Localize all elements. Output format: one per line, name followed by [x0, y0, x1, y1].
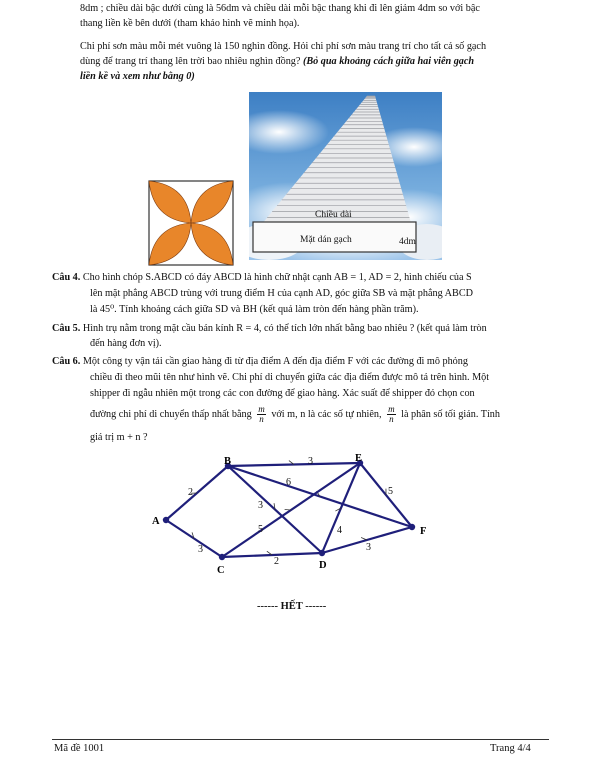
q6-line-4: [90, 405, 500, 424]
node-label-B: B: [224, 456, 232, 467]
node-label-C: C: [217, 565, 225, 576]
q6-line-5: giá trị m + n ?: [90, 432, 148, 443]
q5-line-2: đến hàng đơn vị).: [90, 338, 162, 349]
q6-text-4c: là phân số tối giản. Tính: [401, 408, 500, 420]
q4-number: Câu 4.: [52, 272, 81, 283]
para-line-4-text: dùng để trang trí thang lên trời bao nhiêu nghìn đồng?: [80, 56, 301, 67]
para-line-5: liền kề và xem như bằng 0): [80, 71, 195, 82]
edge-cost-A-C: 3: [198, 544, 203, 555]
q4-line-3: là 45⁰. Tính khoảng cách giữa SD và BH (kết quả làm tròn đến hàng phần trăm).: [90, 304, 419, 315]
fraction-m-n-2: [387, 405, 396, 424]
para-line-2: thang liền kề bên dưới (tham khảo hình vẽ minh họa).: [80, 18, 300, 29]
end-marker: ------ HẾT ------: [257, 601, 327, 612]
node-D: [319, 550, 325, 556]
q6-line-1: [52, 355, 468, 369]
route-graph: [140, 450, 440, 580]
edge-cost-C-E: 5: [258, 524, 263, 535]
node-label-E: E: [355, 453, 363, 464]
q4-line-1: [52, 271, 472, 285]
fraction-m-n: [257, 405, 266, 424]
q6-number: Câu 6.: [52, 356, 81, 367]
edge-cost-B-F: 6: [286, 477, 291, 488]
q5-text-1: Hình trụ nằm trong mặt cầu bán kính R = 4, có thể tích lớn nhất bằng bao nhiêu ? (kết quả làm tròn: [82, 323, 487, 334]
petal-square-figure: [148, 180, 234, 266]
edge-cost-E-F: 5: [388, 486, 393, 497]
q6-line-2: chiều đi theo mũi tên như hình vẽ. Chi phí di chuyển giữa các địa điểm được mô tả trên hình. Một: [90, 372, 490, 383]
q6-text-1: Một công ty vận tải cần giao hàng đi từ địa điểm A đến địa điểm F với các đường đi mô phỏng: [82, 356, 468, 367]
q5-number: Câu 5.: [52, 323, 81, 334]
footer-divider: [52, 739, 549, 740]
fraction-numerator: m: [258, 404, 265, 414]
q4-text-1: Cho hình chóp S.ABCD có đáy ABCD là hình chữ nhật cạnh AB = 1, AD = 2, hình chiếu của S: [82, 272, 472, 283]
node-label-A: A: [152, 516, 160, 527]
edge-cost-D-F: 3: [366, 542, 371, 553]
q6-text-4a: đường chi phí di chuyển thấp nhất bằng: [90, 408, 252, 420]
fraction-denominator: n: [259, 414, 264, 424]
q6-text-4b: với m, n là các số tự nhiên,: [271, 408, 382, 420]
edge-cost-A-B: 2: [188, 487, 193, 498]
node-A: [163, 517, 169, 523]
para-line-3: Chi phí sơn màu mỗi mét vuông là 150 nghìn đồng. Hỏi chi phí sơn màu trang trí cho tất cả số gạch: [80, 41, 487, 52]
stair-label-dim: 4dm: [399, 237, 416, 247]
q6-line-3: shipper đi ngẫu nhiên một trong các con đường để giao hàng. Xác suất để shipper đó chọn con: [90, 388, 475, 399]
stair-label-floor: Mặt dán gạch: [300, 235, 352, 245]
edge-cost-C-D: 2: [274, 556, 279, 567]
node-label-D: D: [319, 560, 327, 571]
para-line-4-note: (Bỏ qua khoảng cách giữa hai viên gạch: [302, 56, 475, 67]
para-line-1: 8dm ; chiều dài bậc dưới cùng là 56dm và chiều dài mỗi bậc thang khi đi lên giảm 4dm so với bậc: [80, 3, 480, 14]
footer-page-number: Trang 4/4: [490, 743, 531, 754]
edge-cost-D-E: 4: [337, 525, 342, 536]
fraction-numerator-2: m: [388, 404, 395, 414]
edge-arrow-D-F: [361, 538, 367, 540]
q4-line-2: lên mặt phẳng ABCD trùng với trung điểm H của cạnh AD, góc giữa SB và mặt phẳng ABCD: [90, 288, 473, 299]
q5-line-1: [52, 322, 487, 336]
fraction-denominator-2: n: [389, 414, 394, 424]
edge-cost-B-E: 3: [308, 456, 313, 467]
node-F: [409, 524, 415, 530]
para-line-4: [80, 55, 474, 69]
node-C: [219, 554, 225, 560]
stair-label-length: Chiều dài: [315, 210, 352, 220]
footer-exam-code: Mã đề 1001: [54, 743, 105, 754]
node-label-F: F: [420, 526, 427, 537]
edge-cost-B-D: 3: [258, 500, 263, 511]
